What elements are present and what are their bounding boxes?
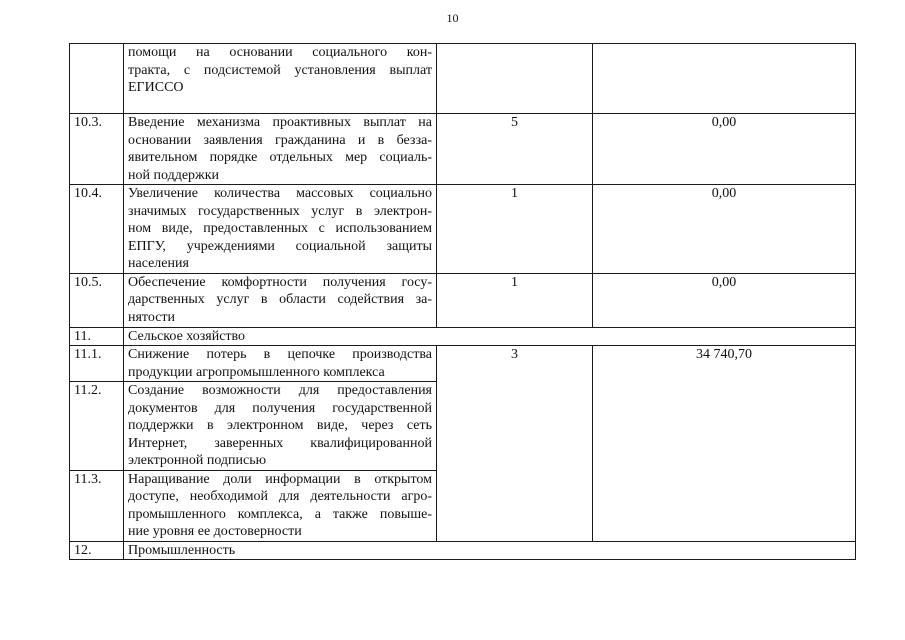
section-number: 12.	[70, 541, 124, 560]
page-number: 10	[446, 11, 459, 25]
row-count: 3	[437, 346, 593, 542]
row-description	[124, 346, 437, 382]
row-sum: 0,00	[593, 114, 856, 185]
description-line: доступе, необходимой для деятельности агро-	[128, 489, 432, 504]
description-line: Создание возможности для предоставления	[128, 383, 432, 398]
description-line: Введение механизма проактивных выплат на	[128, 115, 432, 130]
row-count: 5	[437, 114, 593, 185]
row-description	[124, 185, 437, 274]
description-line: ном виде, предоставленных с использованием	[128, 221, 432, 236]
description-line: тракта, с подсистемой установления выплат	[128, 62, 432, 78]
row-sum: 34 740,70	[593, 346, 856, 542]
description-line: явительном порядке отдельных мер социаль-	[128, 150, 432, 165]
row-count: 1	[437, 273, 593, 327]
description-line: Увеличение количества массовых социально	[128, 186, 432, 201]
description-line: помощи на основании социального кон-	[128, 45, 432, 60]
description-line: Интернет, заверенных квалифицированной	[128, 435, 432, 451]
description-line: значимых государственных услуг в электрон-	[128, 203, 432, 219]
description-line: дарственных услуг в области содействия за-	[128, 292, 432, 307]
row-sum: 0,00	[593, 273, 856, 327]
row-description	[124, 44, 437, 114]
row-number: 11.3.	[70, 470, 124, 541]
row-number: 10.4.	[70, 185, 124, 274]
row-description	[124, 470, 437, 541]
row-description	[124, 382, 437, 471]
description-line: ЕГИССО	[128, 80, 184, 95]
description-line: ЕПГУ, учреждениями социальной защиты	[128, 238, 432, 254]
section-title: Промышленность	[124, 541, 856, 560]
section-row	[70, 327, 856, 346]
row-count: 1	[437, 185, 593, 274]
description-line: основании заявления гражданина и в безза-	[128, 132, 432, 148]
table-row	[70, 185, 856, 274]
row-description	[124, 114, 437, 185]
description-line: продукции агропромышленного комплекса	[128, 364, 385, 380]
table-row	[70, 273, 856, 327]
description-line: населения	[128, 256, 189, 271]
section-number: 11.	[70, 327, 124, 346]
row-number: 11.1.	[70, 346, 124, 382]
row-count	[437, 44, 593, 114]
description-line: промышленного комплекса, а также повыше-	[128, 506, 432, 522]
document-table	[69, 43, 856, 560]
description-line: электронной подписью	[128, 453, 267, 468]
description-line: Обеспечение комфортности получения госу-	[128, 274, 432, 290]
description-line: поддержки в электронном виде, через сеть	[128, 418, 432, 433]
description-line: документов для получения государственной	[128, 400, 432, 416]
row-description	[124, 273, 437, 327]
row-number	[70, 44, 124, 114]
description-line: ной поддержки	[128, 167, 219, 183]
table-row	[70, 44, 856, 114]
row-sum	[593, 44, 856, 114]
section-title: Сельское хозяйство	[124, 327, 856, 346]
table-row	[70, 114, 856, 185]
table-row	[70, 346, 856, 382]
section-row	[70, 541, 856, 560]
description-line: Снижение потерь в цепочке производства	[128, 347, 432, 362]
description-line: Наращивание доли информации в открытом	[128, 471, 432, 487]
row-number: 11.2.	[70, 382, 124, 471]
row-number: 10.3.	[70, 114, 124, 185]
description-line: нятости	[128, 309, 176, 325]
row-number: 10.5.	[70, 273, 124, 327]
description-line: ние уровня ее достоверности	[128, 524, 302, 539]
row-sum: 0,00	[593, 185, 856, 274]
